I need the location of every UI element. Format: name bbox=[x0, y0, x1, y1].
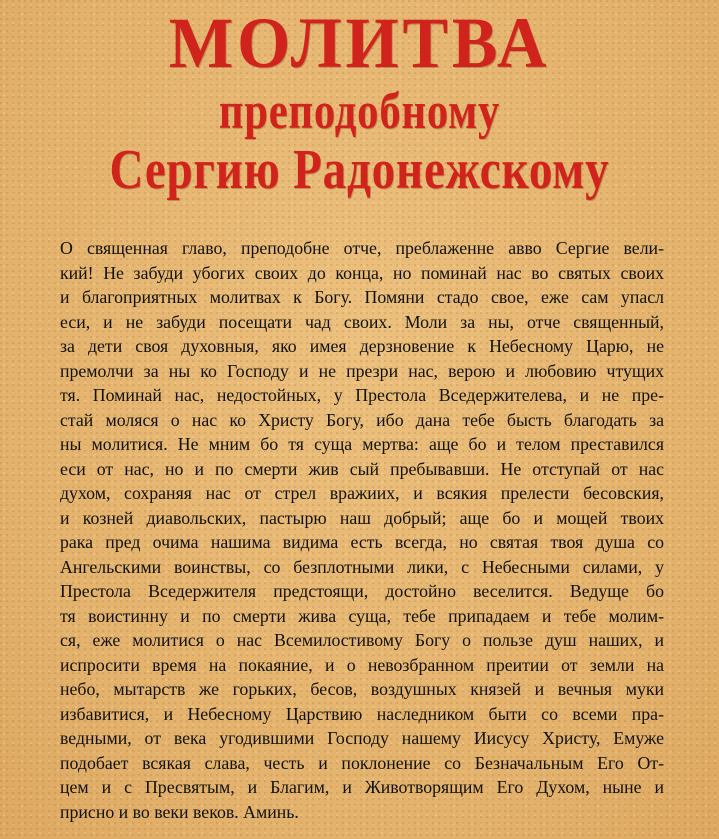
prayer-line: еси, и не забуди посещати чад своих. Моли за ны, отче священный, bbox=[60, 311, 664, 332]
prayer-line: небо, мытарств же горьких, бесов, воздушных князей и вечныя муки bbox=[60, 679, 664, 699]
prayer-line: еси от нас, но и по смерти жив сый пребывавши. Не отступай от нас bbox=[60, 458, 664, 479]
prayer-line: за дети своя духовныя, яко имея дерзновение к Небесному Царю, не bbox=[60, 336, 664, 356]
prayer-line: Престола Вседержителя предстоящи, достойно веселится. Ведуще бо bbox=[60, 581, 664, 601]
prayer-line: стай моляся о нас ко Христу Богу, ибо дана тебе бысть благодать за bbox=[60, 409, 664, 430]
prayer-line: рака пред очима нашима видима есть всегда, но святая твоя душа со bbox=[60, 532, 664, 552]
prayer-line: подобает всякая слава, честь и поклонение со Безначальным Его От- bbox=[60, 752, 664, 773]
prayer-line: испросити время на покаяние, и о невозбранном преитии от земли на bbox=[60, 654, 664, 675]
prayer-line-last: присно и во веки веков. Аминь. bbox=[60, 801, 299, 822]
prayer-line: тя. Поминай нас, недостойных, у Престола Вседержителева, и не пре- bbox=[60, 385, 664, 405]
prayer-line: и благоприятных молитвах к Богу. Помяни стадо свое, еже сам упасл bbox=[60, 287, 664, 307]
prayer-line: ведными, от века угодившими Господу нашему Иисусу Христу, Емуже bbox=[60, 728, 664, 748]
title-subtitle-line-1: преподобному bbox=[218, 83, 501, 140]
prayer-line: ны молитися. Не мним бо тя суща мертва: аще бо и телом преставился bbox=[60, 434, 664, 454]
prayer-line: избавитися, и Небесному Царствию наследником быти со всеми пра- bbox=[60, 703, 664, 724]
prayer-line: и козней диавольских, пастырю наш добрый; аще бо и мощей твоих bbox=[60, 507, 664, 528]
prayer-text bbox=[60, 236, 664, 824]
prayer-line: цем и с Пресвятым, и Благим, и Животворящим Его Духом, ныне и bbox=[60, 777, 664, 797]
prayer-line: тя воистинну и по смерти жива суща, тебе припадаем и тебе молим- bbox=[60, 605, 664, 626]
title-subtitle-line-2: Сергию Радонежскому bbox=[109, 139, 610, 201]
prayer-line: Ангельскими воинствы, со безплотными лики, с Небесными силами, у bbox=[60, 556, 664, 577]
prayer-line: кий! Не забуди убогих своих до конца, но поминай нас во святых своих bbox=[60, 262, 664, 283]
prayer-line: О священная главо, преподобне отче, преблаженне авво Сергие вели- bbox=[60, 238, 664, 258]
page-title: МОЛИТВА bbox=[168, 3, 551, 83]
prayer-line: премолчи за ны ко Господу и не презри нас, верою и любовию чтущих bbox=[60, 360, 664, 381]
prayer-line: духом, сохраняя нас от стрел вражиих, и всякия прелести бесовския, bbox=[60, 483, 664, 503]
prayer-line: ся, еже молитися о нас Всемилостивому Богу о пользе душ наших, и bbox=[60, 630, 664, 650]
